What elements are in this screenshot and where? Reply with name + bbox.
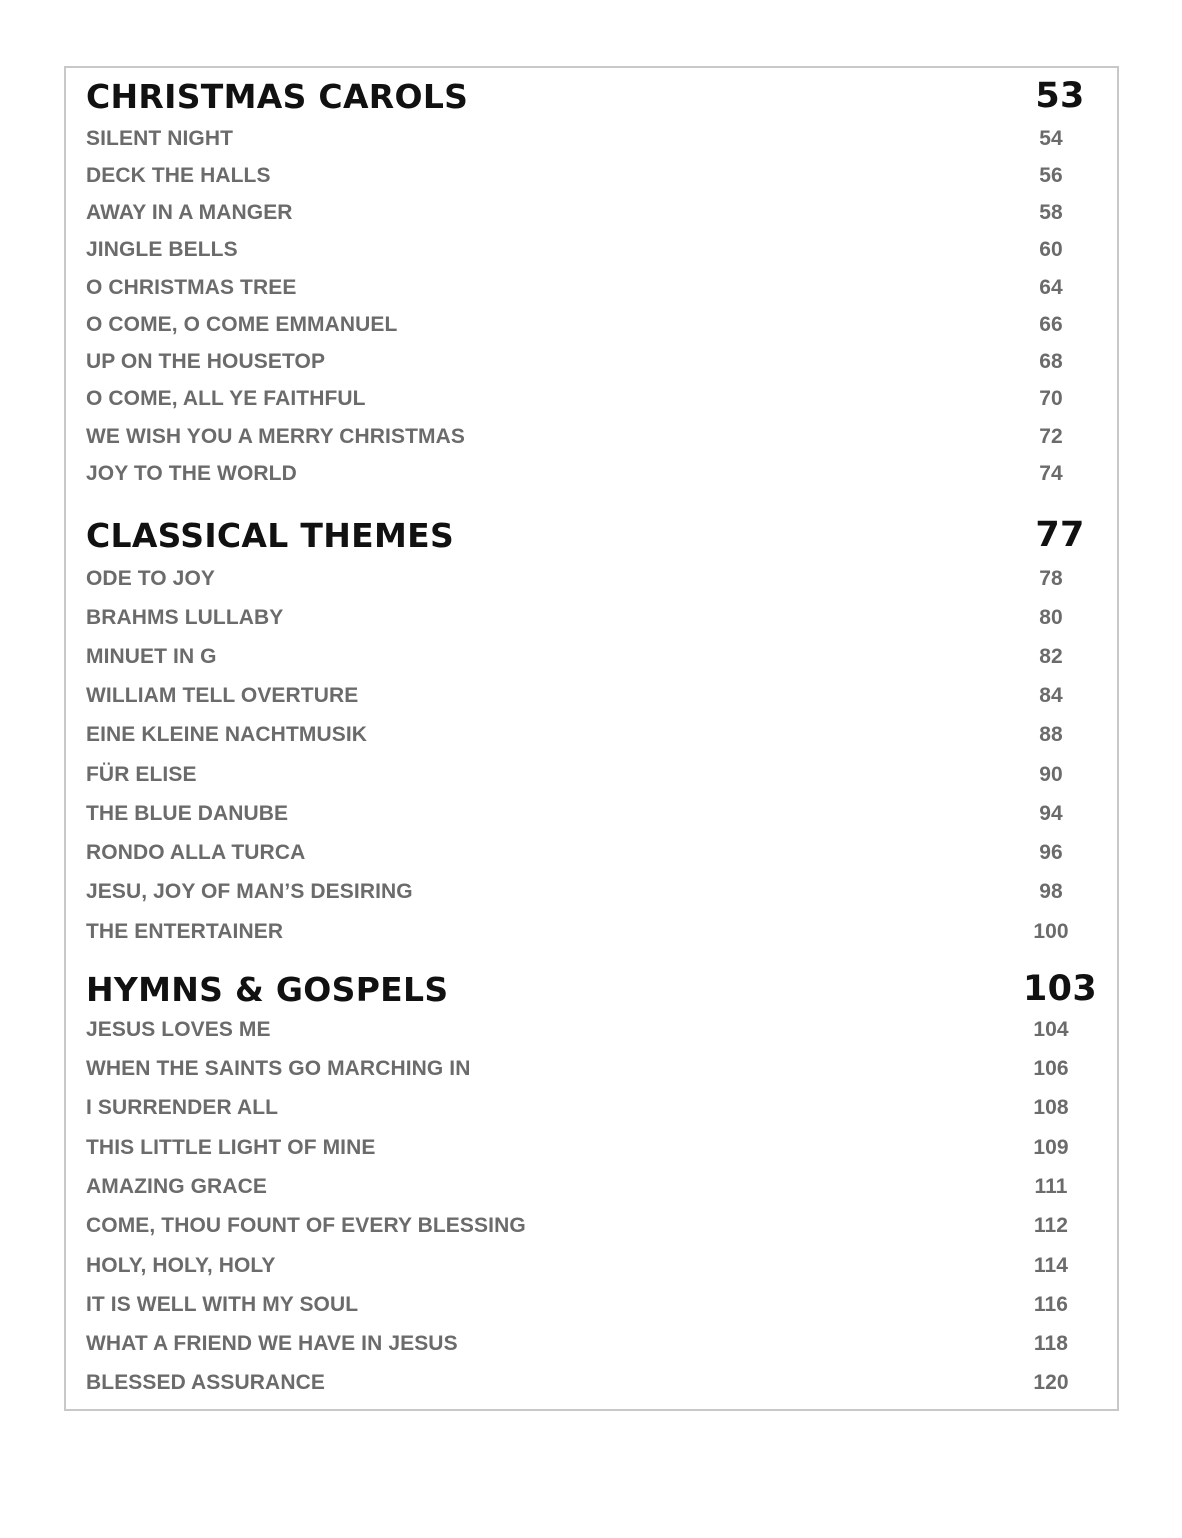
entry-page-number: 96 (1039, 841, 1063, 864)
entry-page-number: 94 (1039, 802, 1063, 825)
toc-entry[interactable] (86, 1290, 1086, 1320)
entry-title: JINGLE BELLS (86, 238, 238, 261)
entry-title: WHAT A FRIEND WE HAVE IN JESUS (86, 1332, 458, 1355)
toc-entry[interactable] (86, 603, 1086, 633)
entry-page-number: 114 (1033, 1254, 1069, 1277)
entry-page-number: 60 (1039, 238, 1063, 261)
entry-title: UP ON THE HOUSETOP (86, 350, 326, 373)
entry-page-number: 98 (1039, 880, 1063, 903)
section-page-number: 77 (1035, 515, 1085, 555)
entry-title: ODE TO JOY (86, 567, 215, 590)
toc-entry[interactable] (86, 799, 1086, 829)
entry-page-number: 116 (1033, 1293, 1069, 1316)
toc-entry[interactable] (86, 681, 1086, 711)
toc-entry[interactable] (86, 198, 1086, 228)
entry-page-number: 111 (1034, 1175, 1068, 1198)
toc-entry[interactable] (86, 1368, 1086, 1398)
entry-title: COME, THOU FOUNT OF EVERY BLESSING (86, 1214, 526, 1237)
entry-title: WILLIAM TELL OVERTURE (86, 684, 359, 707)
toc-entry[interactable] (86, 642, 1086, 672)
entry-title: DECK THE HALLS (86, 164, 271, 187)
entry-title: THE BLUE DANUBE (86, 802, 289, 825)
entry-title: THIS LITTLE LIGHT OF MINE (86, 1136, 376, 1159)
toc-entry[interactable] (86, 310, 1086, 340)
section-title: CHRISTMAS CAROLS (86, 76, 469, 116)
entry-page-number: 88 (1039, 723, 1063, 746)
entry-page-number: 109 (1033, 1136, 1069, 1159)
entry-title: O CHRISTMAS TREE (86, 276, 297, 299)
entry-page-number: 100 (1033, 920, 1069, 943)
section-heading[interactable] (86, 967, 1097, 1011)
entry-title: FÜR ELISE (86, 763, 197, 786)
entry-page-number: 112 (1033, 1214, 1069, 1237)
entry-page-number: 118 (1033, 1332, 1069, 1355)
toc-entry[interactable] (86, 760, 1086, 790)
toc-entry[interactable] (86, 1211, 1086, 1241)
section-title: CLASSICAL THEMES (86, 515, 455, 555)
entry-title: AWAY IN A MANGER (86, 201, 293, 224)
toc-entry[interactable] (86, 1015, 1086, 1045)
entry-title: WE WISH YOU A MERRY CHRISTMAS (86, 425, 465, 448)
entry-title: MINUET IN G (86, 645, 217, 668)
toc-entry[interactable] (86, 347, 1086, 377)
toc-entry[interactable] (86, 917, 1086, 947)
toc-entry[interactable] (86, 235, 1086, 265)
toc-entry[interactable] (86, 564, 1086, 594)
entry-page-number: 120 (1033, 1371, 1069, 1394)
entry-title: BLESSED ASSURANCE (86, 1371, 325, 1394)
entry-title: WHEN THE SAINTS GO MARCHING IN (86, 1057, 471, 1080)
entry-page-number: 108 (1033, 1096, 1069, 1119)
entry-page-number: 66 (1039, 313, 1063, 336)
toc-entry[interactable] (86, 422, 1086, 452)
toc-entry[interactable] (86, 1054, 1086, 1084)
entry-title: JOY TO THE WORLD (86, 462, 297, 485)
entry-page-number: 54 (1039, 127, 1063, 150)
entry-title: JESUS LOVES ME (86, 1018, 271, 1041)
entry-title: HOLY, HOLY, HOLY (86, 1254, 276, 1277)
toc-entry[interactable] (86, 1329, 1086, 1359)
entry-title: RONDO ALLA TURCA (86, 841, 306, 864)
entry-title: O COME, O COME EMMANUEL (86, 313, 398, 336)
toc-entry[interactable] (86, 1133, 1086, 1163)
entry-page-number: 70 (1039, 387, 1063, 410)
toc-entry[interactable] (86, 161, 1086, 191)
entry-page-number: 80 (1039, 606, 1063, 629)
toc-entry[interactable] (86, 720, 1086, 750)
toc-entry[interactable] (86, 877, 1086, 907)
entry-page-number: 56 (1039, 164, 1063, 187)
entry-page-number: 78 (1039, 567, 1063, 590)
toc-entry[interactable] (86, 384, 1086, 414)
toc-entry[interactable] (86, 1172, 1086, 1202)
section-page-number: 103 (1023, 969, 1097, 1009)
entry-title: IT IS WELL WITH MY SOUL (86, 1293, 359, 1316)
toc-entry[interactable] (86, 124, 1086, 154)
entry-page-number: 90 (1039, 763, 1063, 786)
entry-page-number: 82 (1039, 645, 1063, 668)
entry-page-number: 72 (1039, 425, 1063, 448)
entry-title: I SURRENDER ALL (86, 1096, 279, 1119)
entry-page-number: 84 (1039, 684, 1063, 707)
entry-title: EINE KLEINE NACHTMUSIK (86, 723, 368, 746)
entry-title: O COME, ALL YE FAITHFUL (86, 387, 366, 410)
entry-page-number: 64 (1039, 276, 1063, 299)
entry-page-number: 58 (1039, 201, 1063, 224)
toc-entry[interactable] (86, 459, 1086, 489)
entry-title: BRAHMS LULLABY (86, 606, 284, 629)
entry-title: THE ENTERTAINER (86, 920, 284, 943)
entry-page-number: 74 (1039, 462, 1063, 485)
entry-title: AMAZING GRACE (86, 1175, 267, 1198)
entry-page-number: 106 (1033, 1057, 1069, 1080)
section-title: HYMNS & GOSPELS (86, 969, 449, 1009)
toc-entry[interactable] (86, 1251, 1086, 1281)
section-page-number: 53 (1035, 76, 1085, 116)
section-heading[interactable] (86, 74, 1086, 118)
toc-entry[interactable] (86, 838, 1086, 868)
section-heading[interactable] (86, 513, 1086, 557)
entry-title: SILENT NIGHT (86, 127, 234, 150)
entry-page-number: 68 (1039, 350, 1063, 373)
entry-page-number: 104 (1033, 1018, 1069, 1041)
entry-title: JESU, JOY OF MAN’S DESIRING (86, 880, 413, 903)
toc-entry[interactable] (86, 273, 1086, 303)
toc-entry[interactable] (86, 1093, 1086, 1123)
